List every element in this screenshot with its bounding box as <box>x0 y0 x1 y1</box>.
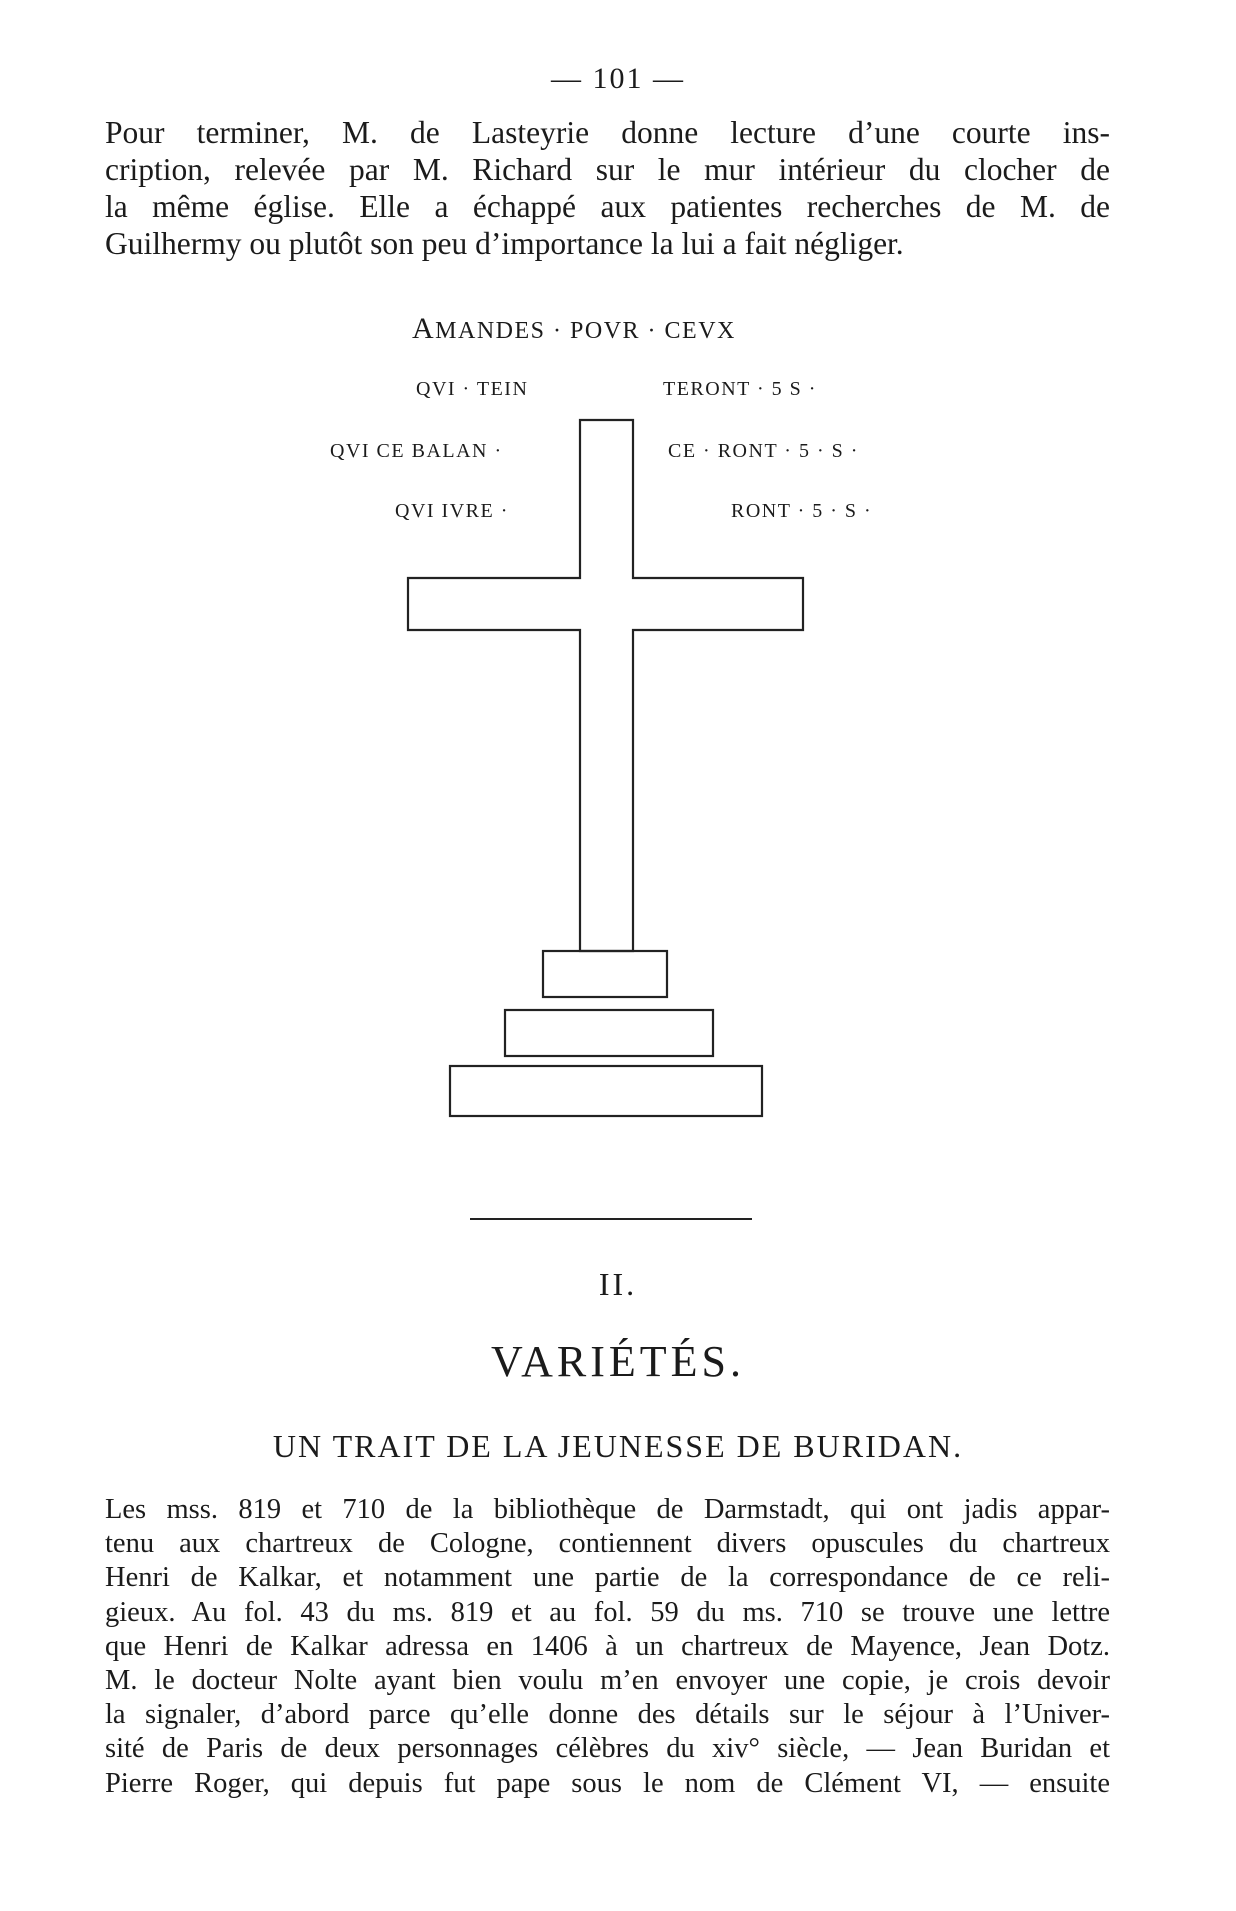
text-line: Pierre Roger, qui depuis fut pape sous le nom de Clément VI, — ensuite <box>105 1767 1110 1799</box>
text-line: la signaler, d’abord parce qu’elle donne des détails sur le séjour à l’Univer- <box>105 1699 1110 1731</box>
article-paragraph <box>105 1493 1110 1801</box>
text-line: la même église. Elle a échappé aux patientes recherches de M. de <box>105 189 1110 224</box>
inscription-left-line: QVI · TEIN <box>416 378 529 400</box>
section-number: II. <box>598 1266 638 1302</box>
text-line: cription, relevée par M. Richard sur le mur intérieur du clocher de <box>105 152 1110 187</box>
section-title: VARIÉTÉS. <box>491 1337 745 1386</box>
inscription-title-rest: MANDES · POVR · CEVX <box>435 318 736 344</box>
cross-outline <box>408 420 803 951</box>
text-line: sité de Paris de deux personnages célèbres du xiv° siècle, — Jean Buridan et <box>105 1733 1110 1765</box>
section-divider <box>470 1218 752 1220</box>
text-line: que Henri de Kalkar adressa en 1406 à un chartreux de Mayence, Jean Dotz. <box>105 1630 1110 1662</box>
inscription-right-line: CE · RONT · 5 · S · <box>668 440 859 462</box>
inscription-title-capital: A <box>412 312 436 345</box>
article-title: UN TRAIT DE LA JEUNESSE DE BURIDAN. <box>272 1428 964 1464</box>
cross-base-step-top <box>543 951 667 997</box>
text-line: Henri de Kalkar, et notamment une partie de la correspondance de ce reli- <box>105 1562 1110 1594</box>
text-line: M. le docteur Nolte ayant bien voulu m’en envoyer une copie, je crois devoir <box>105 1665 1110 1697</box>
cross-base-step-bottom <box>450 1066 762 1116</box>
text-line: Les mss. 819 et 710 de la bibliothèque de Darmstadt, qui ont jadis appar- <box>105 1494 1110 1525</box>
cross-base-step-middle <box>505 1010 713 1056</box>
inscription-left-line: QVI IVRE · <box>395 500 509 522</box>
text-line: tenu aux chartreux de Cologne, contiennent divers opuscules du chartreux <box>105 1528 1110 1560</box>
inscription-left-line: QVI CE BALAN · <box>330 440 503 462</box>
page-number: — 101 — <box>551 62 685 95</box>
inscription-right-line: RONT · 5 · S · <box>731 500 873 522</box>
text-line: Pour terminer, M. de Lasteyrie donne lecture d’une courte ins- <box>105 115 1110 150</box>
inscription-right-line: TERONT · 5 S · <box>663 378 817 400</box>
text-line: Guilhermy ou plutôt son peu d’importance la lui a fait négliger. <box>105 226 904 261</box>
text-line: gieux. Au fol. 43 du ms. 819 et au fol. 59 du ms. 710 se trouve une lettre <box>105 1596 1110 1628</box>
